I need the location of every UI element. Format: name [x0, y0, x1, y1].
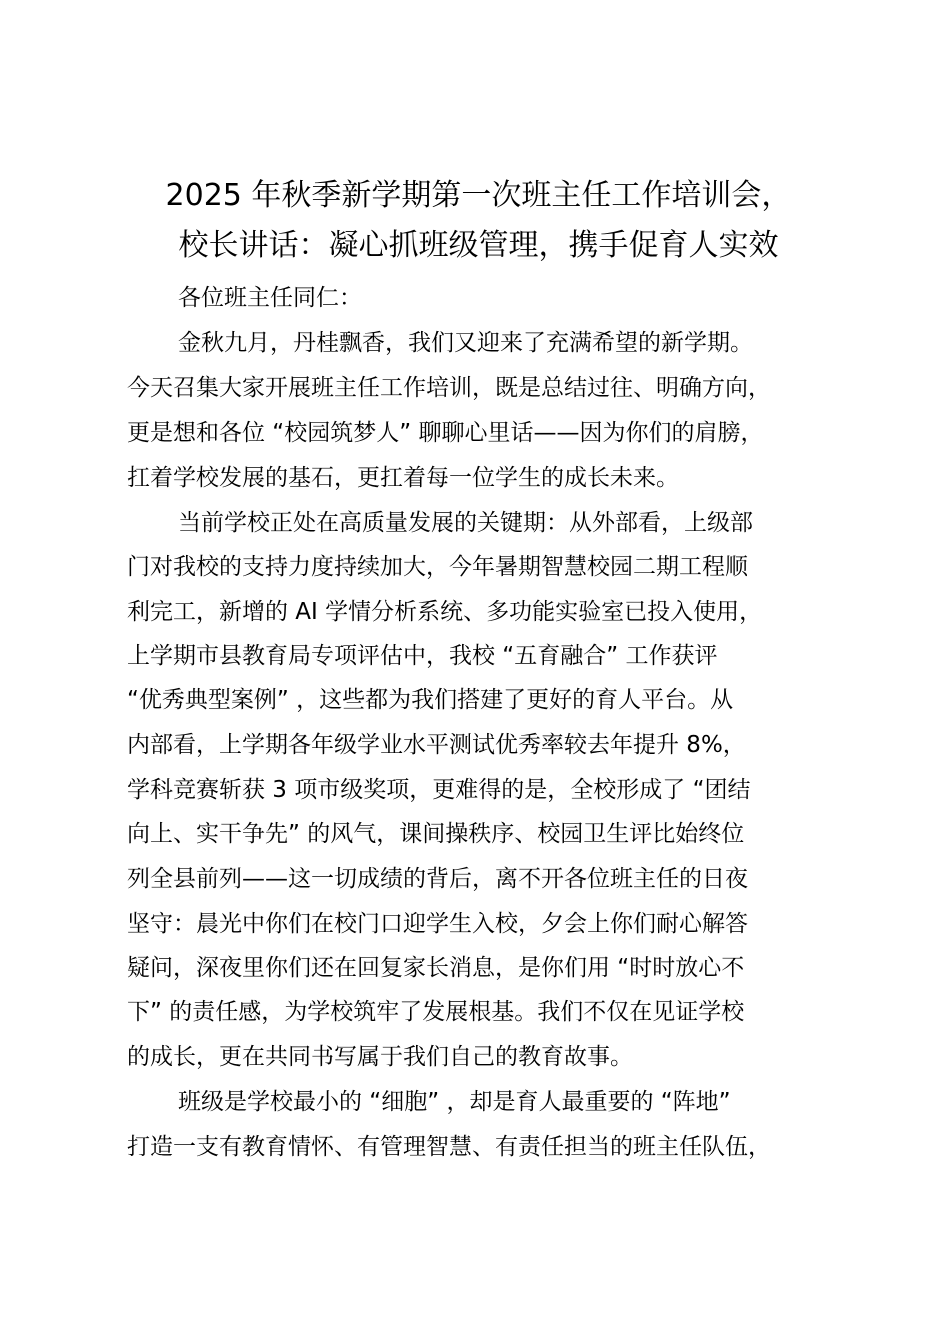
paragraph-2-line: 下” 的责任感，为学校筑牢了发展根基。我们不仅在见证学校: [127, 999, 745, 1025]
document-title-line-1: 2025 年秋季新学期第一次班主任工作培训会，: [165, 178, 792, 213]
paragraph-2-line: 坚守：晨光中你们在校门口迎学生入校，夕会上你们耐心解答: [127, 911, 748, 937]
document-title-line-2: 校长讲话：凝心抓班级管理，携手促育人实效: [178, 228, 779, 263]
paragraph-2-line: 当前学校正处在高质量发展的关键期：从外部看，上级部: [178, 510, 753, 536]
paragraph-3-line: 班级是学校最小的 “细胞” ，却是育人最重要的 “阵地”: [178, 1089, 731, 1115]
paragraph-2-line: 的成长，更在共同书写属于我们自己的教育故事。: [127, 1044, 633, 1070]
paragraph-1-line: 更是想和各位 “校园筑梦人” 聊聊心里话——因为你们的肩膀，: [127, 420, 764, 446]
paragraph-2-line: 内部看，上学期各年级学业水平测试优秀率较去年提升 8%，: [127, 732, 746, 758]
paragraph-2-line: 利完工，新增的 AI 学情分析系统、多功能实验室已投入使用，: [127, 599, 763, 625]
paragraph-2-line: 列全县前列——这一切成绩的背后，离不开各位班主任的日夜: [127, 866, 748, 892]
paragraph-2-line: 疑问，深夜里你们还在回复家长消息，是你们用 “时时放心不: [127, 955, 745, 981]
paragraph-2-line: 上学期市县教育局专项评估中，我校 “五育融合” 工作获评: [127, 643, 718, 669]
document-page: [127, 0, 830, 1344]
paragraph-1-line: 金秋九月，丹桂飘香，我们又迎来了充满希望的新学期。: [178, 330, 753, 356]
paragraph-3-line: 打造一支有教育情怀、有管理智慧、有责任担当的班主任队伍，: [127, 1134, 771, 1160]
salutation: 各位班主任同仁：: [178, 285, 362, 311]
paragraph-1-line: 扛着学校发展的基石，更扛着每一位学生的成长未来。: [127, 465, 679, 491]
paragraph-1-line: 今天召集大家开展班主任工作培训，既是总结过往、明确方向，: [127, 375, 771, 401]
paragraph-2-line: 向上、实干争先” 的风气，课间操秩序、校园卫生评比始终位: [127, 821, 745, 847]
paragraph-2-line: 学科竞赛斩获 3 项市级奖项，更难得的是，全校形成了 “团结: [127, 777, 751, 803]
paragraph-2-line: “优秀典型案例” ，这些都为我们搭建了更好的育人平台。从: [127, 687, 734, 713]
paragraph-2-line: 门对我校的支持力度持续加大，今年暑期智慧校园二期工程顺: [127, 554, 748, 580]
